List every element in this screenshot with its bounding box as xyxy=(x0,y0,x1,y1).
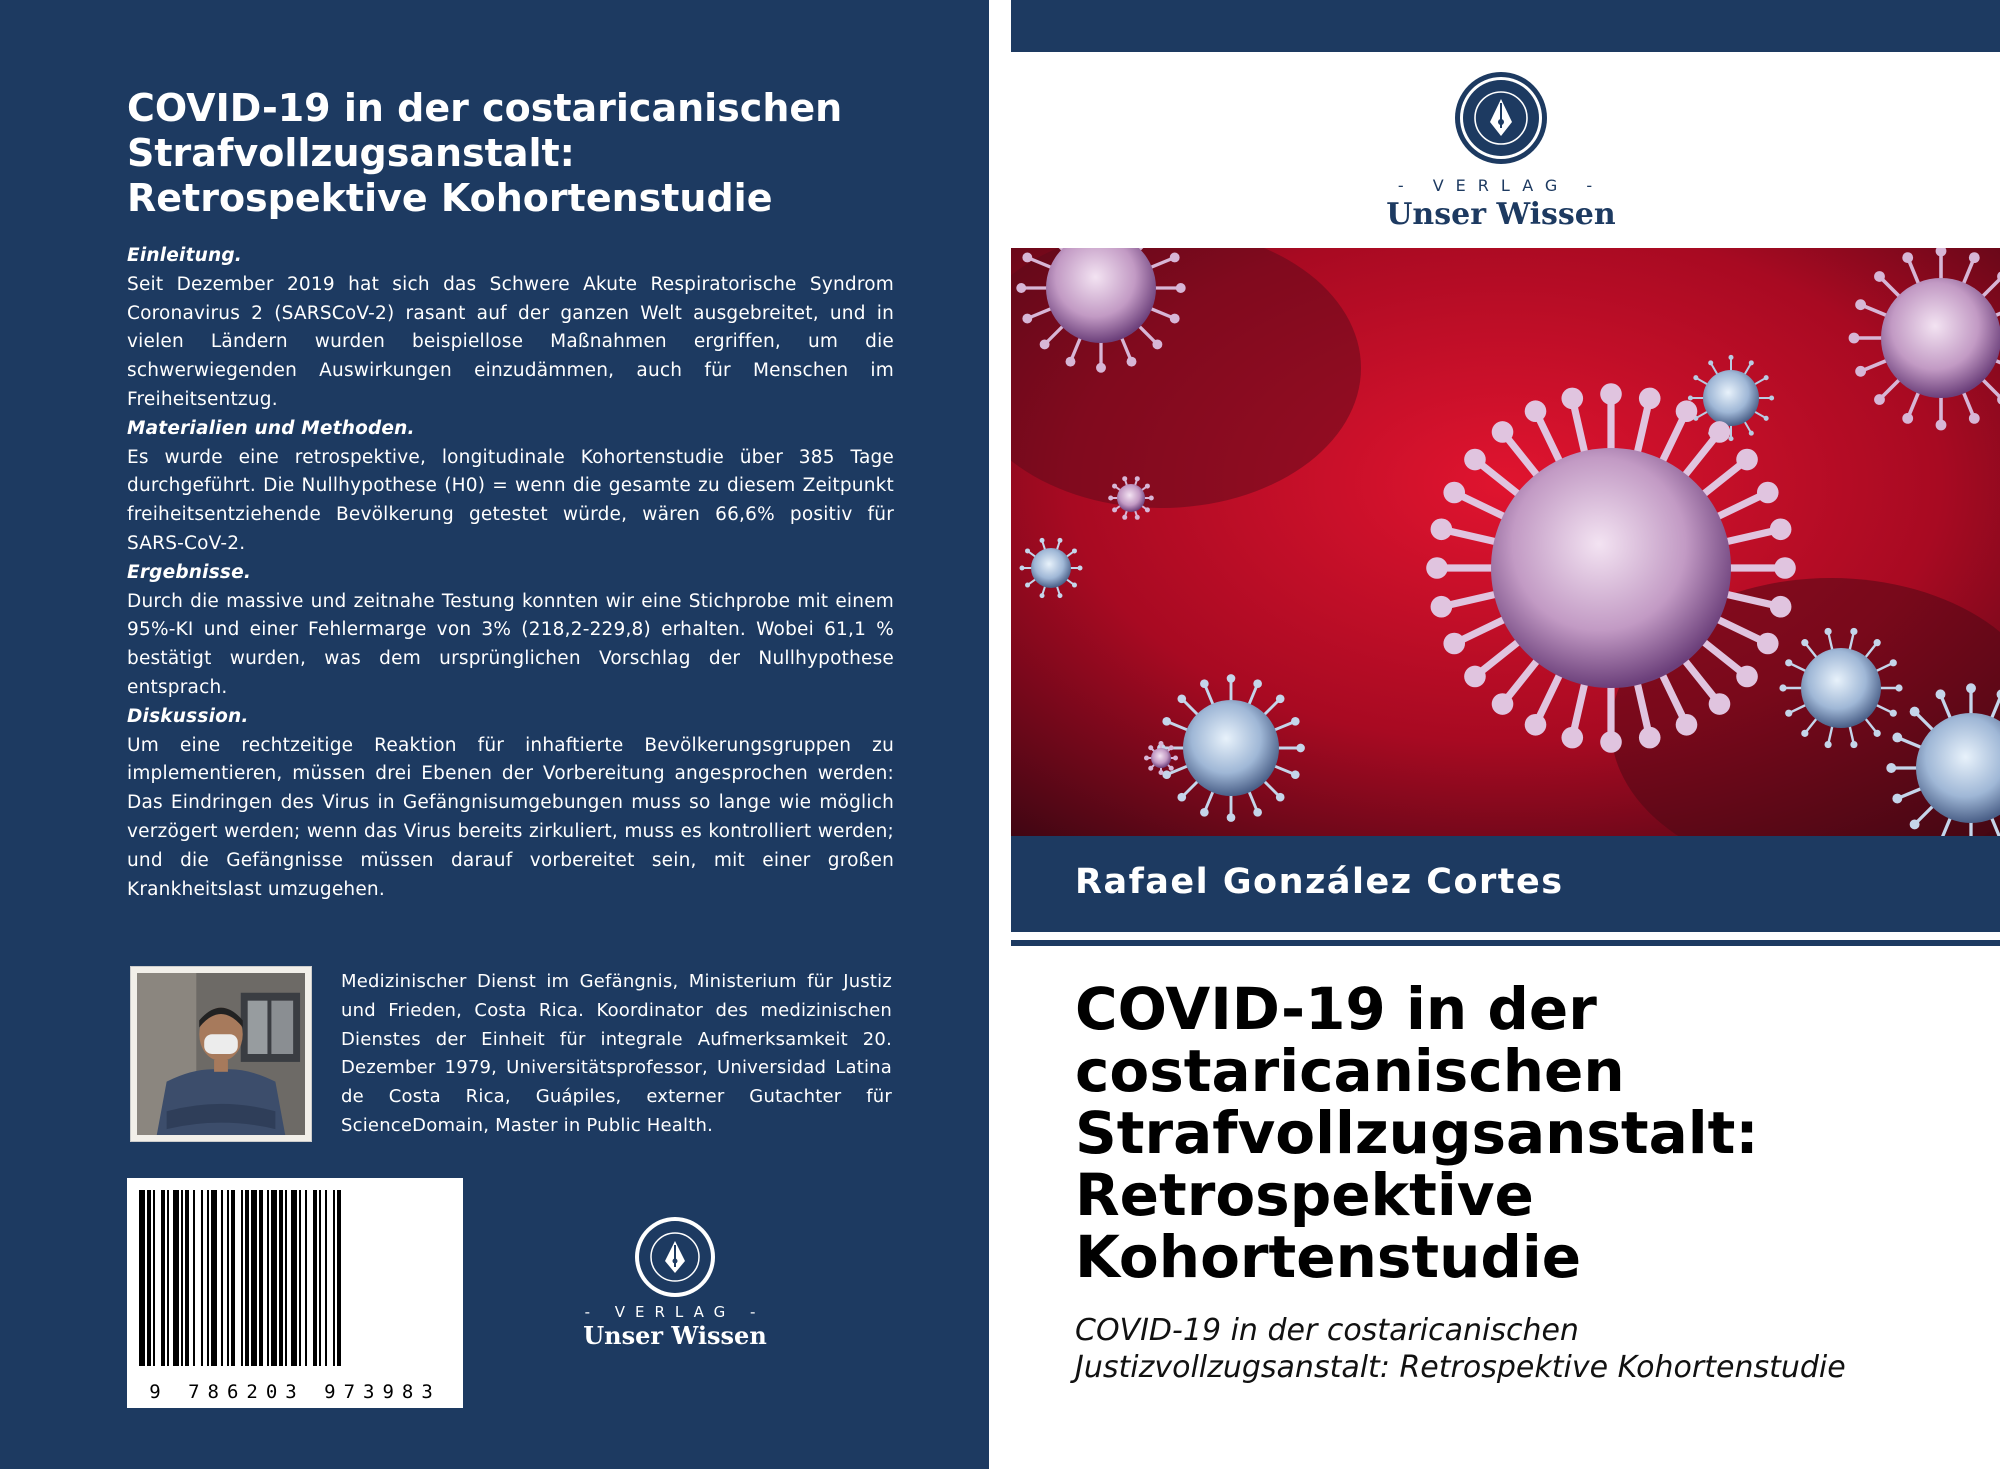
publisher-name: Unser Wissen xyxy=(1386,197,1616,232)
barcode-bar xyxy=(259,1190,263,1370)
barcode-bar xyxy=(337,1190,341,1370)
barcode-bar xyxy=(227,1190,229,1370)
front-title-line: Strafvollzugsanstalt: xyxy=(1075,1099,1759,1167)
author-photo xyxy=(130,966,312,1142)
barcode-bar xyxy=(241,1190,243,1370)
barcode-bar xyxy=(279,1190,283,1370)
barcode-bar xyxy=(291,1190,297,1370)
front-title-line: Retrospektive xyxy=(1075,1161,1534,1229)
front-cover xyxy=(1011,0,2000,1469)
author-name: Rafael González Cortes xyxy=(1075,862,1564,902)
barcode-bar xyxy=(139,1190,145,1370)
barcode-bar xyxy=(161,1190,165,1370)
barcode-bar xyxy=(245,1190,249,1370)
barcode-bar xyxy=(167,1190,169,1370)
section-text-diskussion: Um eine rechtzeitige Reaktion für inhaftierte Bevölkerungsgruppen zu implementieren, müssen drei Ebenen der Vorbereitung angesprochen werden: Das Eindringen des Virus in Gefängnisumgebungen muss so lange wie möglich verzögert werden; wenn das Virus bereits zirkuliert, muss es kontrolliert werden; und die Gefängnisse müssen darauf vorbereitet sein, mit einer großen Krankheitslast umzugehen. xyxy=(127,734,894,900)
back-cover-title xyxy=(127,86,927,221)
subtitle-line: COVID-19 in der costaricanischen xyxy=(1075,1313,1579,1348)
barcode-bar xyxy=(319,1190,321,1370)
barcode-bar xyxy=(207,1190,209,1370)
front-title-line: COVID-19 in der xyxy=(1075,975,1597,1043)
virus-particle xyxy=(1157,674,1305,822)
section-heading-methoden: Materialien und Methoden. xyxy=(127,417,415,439)
section-text-methoden: Es wurde eine retrospektive, longitudinale Kohortenstudie über 385 Tage durchgeführt. Die Nullhypothese (H0) = wenn die gesamte zu diesem Zeitpunkt freiheitsentziehende Bevölkerung getestet würde, wären 66,6% positiv für SARS-CoV-2. xyxy=(127,446,894,554)
barcode-bar xyxy=(271,1190,277,1370)
publisher-name: Unser Wissen xyxy=(583,1321,767,1350)
publisher-logo-front xyxy=(1251,70,1751,230)
section-text-ergebnisse: Durch die massive und zeitnahe Testung konnten wir eine Stichprobe mit einem 95%-KI und einer Fehlermarge von 3% (218,2-229,8) erhalten. Wobei 61,1 % bestätigt wurden, was dem ursprünglichen Vorschlag der Nullhypothese entsprach. xyxy=(127,590,894,698)
barcode-bar xyxy=(231,1190,235,1370)
publisher-verlag: - VERLAG - xyxy=(1397,176,1605,195)
isbn-barcode xyxy=(127,1178,463,1408)
back-title-line: COVID-19 in der costaricanischen xyxy=(127,86,843,130)
publisher-logo-back xyxy=(560,1215,790,1350)
publisher-seal-icon xyxy=(633,1215,717,1299)
barcode-bar xyxy=(267,1190,269,1370)
back-title-line: Strafvollzugsanstalt: xyxy=(127,131,575,175)
barcode-bar xyxy=(285,1190,287,1370)
author-bio: Medizinischer Dienst im Gefängnis, Ministerium für Justiz und Frieden, Costa Rica. Koordinator des medizinischen Dienstes der Einheit für integrale Aufmerksamkeit 20. Dezember 1979, Universitätsprofessor, Universidad Latina de Costa Rica, Guápiles, externer Gutachter für ScienceDomain, Master in Public Health. xyxy=(341,971,892,1136)
section-text-einleitung: Seit Dezember 2019 hat sich das Schwere Akute Respiratorische Syndrom Coronavirus 2 (SARSCoV-2) rasant auf der ganzen Welt ausgebreitet, und in vielen Ländern wurden beispiellose Maßnahmen ergriffen, um die schwerwiegenden Auswirkungen einzudämmen, auch für Menschen im Freiheitsentzug. xyxy=(127,273,894,410)
barcode-bar xyxy=(185,1190,189,1370)
barcode-bar xyxy=(305,1190,307,1370)
back-cover xyxy=(0,0,989,1469)
publisher-verlag: - VERLAG - xyxy=(584,1303,766,1321)
front-title-line: costaricanischen xyxy=(1075,1037,1625,1105)
publisher-seal-icon xyxy=(1453,70,1549,166)
barcode-bar xyxy=(211,1190,217,1370)
section-heading-diskussion: Diskussion. xyxy=(127,705,249,727)
back-title-line: Retrospektive Kohortenstudie xyxy=(127,176,773,220)
author-band xyxy=(1011,836,2000,932)
spine-gap xyxy=(989,0,1011,1469)
section-heading-ergebnisse: Ergebnisse. xyxy=(127,561,252,583)
barcode-bar xyxy=(147,1190,151,1370)
front-title-line: Kohortenstudie xyxy=(1075,1223,1582,1291)
barcode-bar xyxy=(251,1190,257,1370)
front-cover-subtitle xyxy=(1075,1312,1975,1386)
subtitle-line: Justizvollzugsanstalt: Retrospektive Kohortenstudie xyxy=(1075,1350,1846,1385)
section-heading-einleitung: Einleitung. xyxy=(127,245,243,266)
isbn-digits: 9 786203 973983 xyxy=(149,1381,441,1403)
divider-rule xyxy=(1011,940,2000,946)
barcode-bar xyxy=(193,1190,195,1370)
top-band xyxy=(1011,0,2000,52)
front-cover-title xyxy=(1075,975,1975,1291)
abstract-blurb xyxy=(127,242,894,904)
barcode-bar xyxy=(313,1190,317,1370)
virus-cover-image xyxy=(1011,248,2000,836)
barcode-bar xyxy=(299,1190,301,1370)
barcode-bar xyxy=(201,1190,203,1370)
barcode-bar xyxy=(221,1190,223,1370)
barcode-bar xyxy=(153,1190,155,1370)
barcode-bar xyxy=(173,1190,179,1370)
virus-particle xyxy=(1144,741,1178,775)
barcode-bar xyxy=(325,1190,327,1370)
barcode-bar xyxy=(333,1190,335,1370)
barcode-bar xyxy=(181,1190,183,1370)
